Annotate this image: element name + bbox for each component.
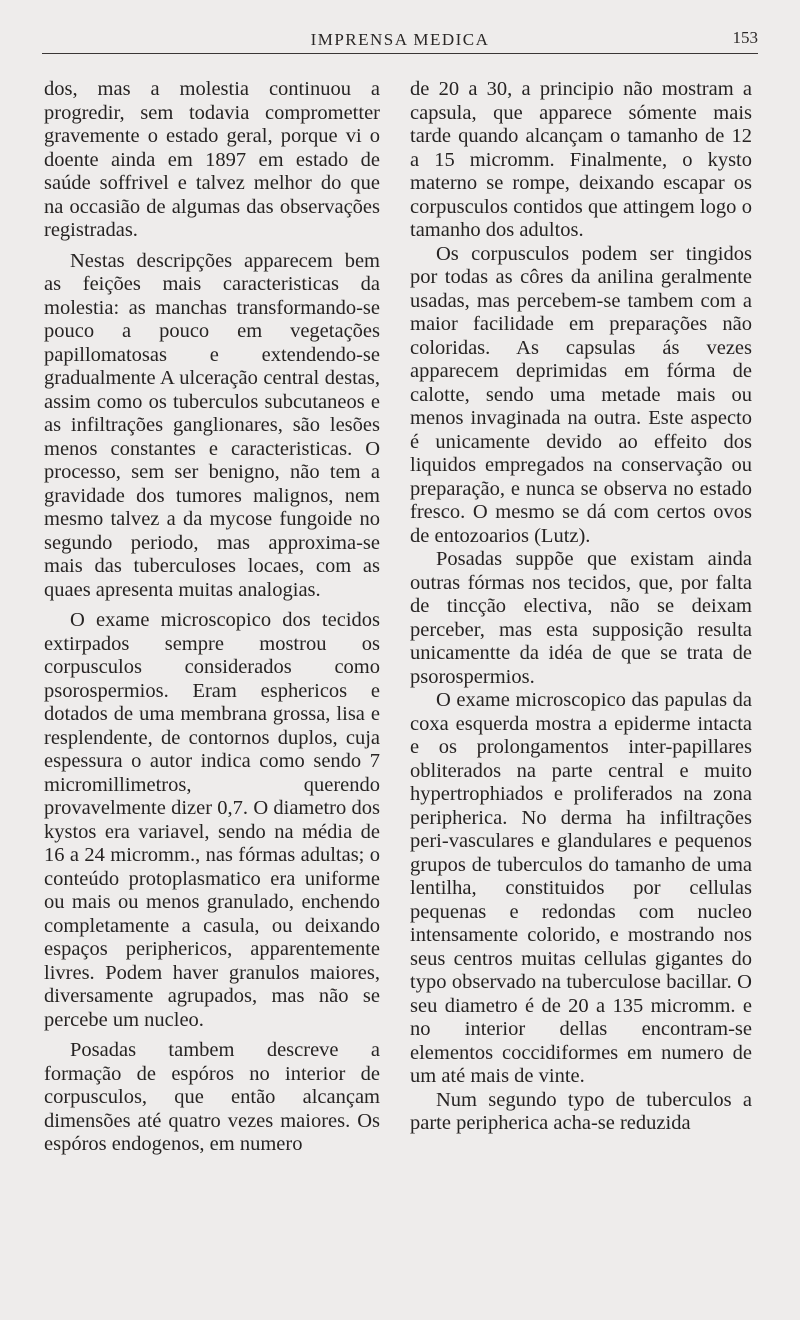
header-rule <box>42 53 758 54</box>
paragraph: Num segundo typo de tuberculos a parte peripherica acha-se reduzida <box>410 1088 752 1134</box>
paragraph: Posadas suppõe que existam ainda outras fórmas nos tecidos, que, por falta de tincção electiva, não se deixam perceber, mas esta supposição resulta unicamentte da idéa de que se trata de psorospermios. <box>410 548 752 688</box>
paragraph: de 20 a 30, a principio não mostram a capsula, que apparece sómente mais tarde quando alcançam o tamanho de 12 a 15 micromm. Finalmente, o kysto materno se rompe, deixando escapar os corpusculos contidos que attingem logo o tamanho dos adultos. <box>410 78 752 241</box>
left-column <box>44 78 380 1157</box>
paragraph: O exame microscopico das papulas da coxa esquerda mostra a epiderme intacta e os prolongamentos inter-papillares obliterados na parte central e muito hypertrophiados e proliferados na zona peripherica. No derma ha infiltrações peri-vasculares e glandulares e pequenos grupos de tuberculos do tamanho de uma lentilha, constituidos por cellulas pequenas e redondas com nucleo intensamente colorido, e mostrando nos seus centros muitas cellulas gigantes do typo observado na tuberculose bacillar. O seu diametro é de 20 a 135 micromm. e no interior dellas encontram-se elementos coccidiformes em numero de um até mais de vinte. <box>410 689 752 1087</box>
page-header <box>0 0 800 58</box>
paragraph: dos, mas a molestia continuou a progredir, sem todavia comprometter gravemente o estado geral, porque vi o doente ainda em 1897 em estado de saúde soffrivel e talvez melhor do que na occasião de algumas das observações registradas. <box>44 78 380 241</box>
paragraph: Nestas descripções apparecem bem as feições mais caracteristicas da molestia: as manchas transformando-se pouco a pouco em vegetações papillomatosas e extendendo-se gradualmente A ulceração central destas, assim como os tuberculos subcutaneos e as infiltrações ganglionares, são lesões menos constantes e caracteristicas. O processo, sem ser benigno, não tem a gravidade dos tumores malignos, nem mesmo talvez a da mycose fungoide no segundo periodo, mas approxima-se mais das tuberculoses locaes, com as quaes apresenta muitas analogias. <box>44 249 380 601</box>
paragraph: Os corpusculos podem ser tingidos por todas as côres da anilina geralmente usadas, mas percebem-se tambem com a maior facilidade em preparações não coloridas. As capsulas ás vezes apparecem deprimidas em fórma de calotte, sendo uma metade mais ou menos invaginada na outra. Este aspecto é unicamente devido ao effeito dos liquidos empregados na conservação ou preparação, e nunca se observa no estado fresco. O mesmo se dá com certos ovos de entozoarios (Lutz). <box>410 242 752 547</box>
running-title: IMPRENSA MEDICA <box>310 30 490 49</box>
page-number: 153 <box>732 28 758 47</box>
right-column <box>410 78 752 1136</box>
paragraph: O exame microscopico dos tecidos extirpados sempre mostrou os corpusculos considerados como psorospermios. Eram esphericos e dotados de uma membrana grossa, lisa e resplendente, de contornos duplos, cuja espessura o autor indica como sendo 7 micromillimetros, querendo provavelmente dizer 0,7. O diametro dos kystos era variavel, sendo na média de 16 a 24 micromm., nas fórmas adultas; o conteúdo protoplasmatico era uniforme ou mais ou menos granulado, enchendo completamente a casula, ou deixando espaços periphericos, apparentemente livres. Podem haver granulos maiores, diversamente agrupados, mas não se percebe um nucleo. <box>44 609 380 1031</box>
paragraph: Posadas tambem descreve a formação de espóros no interior de corpusculos, que então alcançam dimensões até quatro vezes maiores. Os espóros endogenos, em numero <box>44 1039 380 1155</box>
